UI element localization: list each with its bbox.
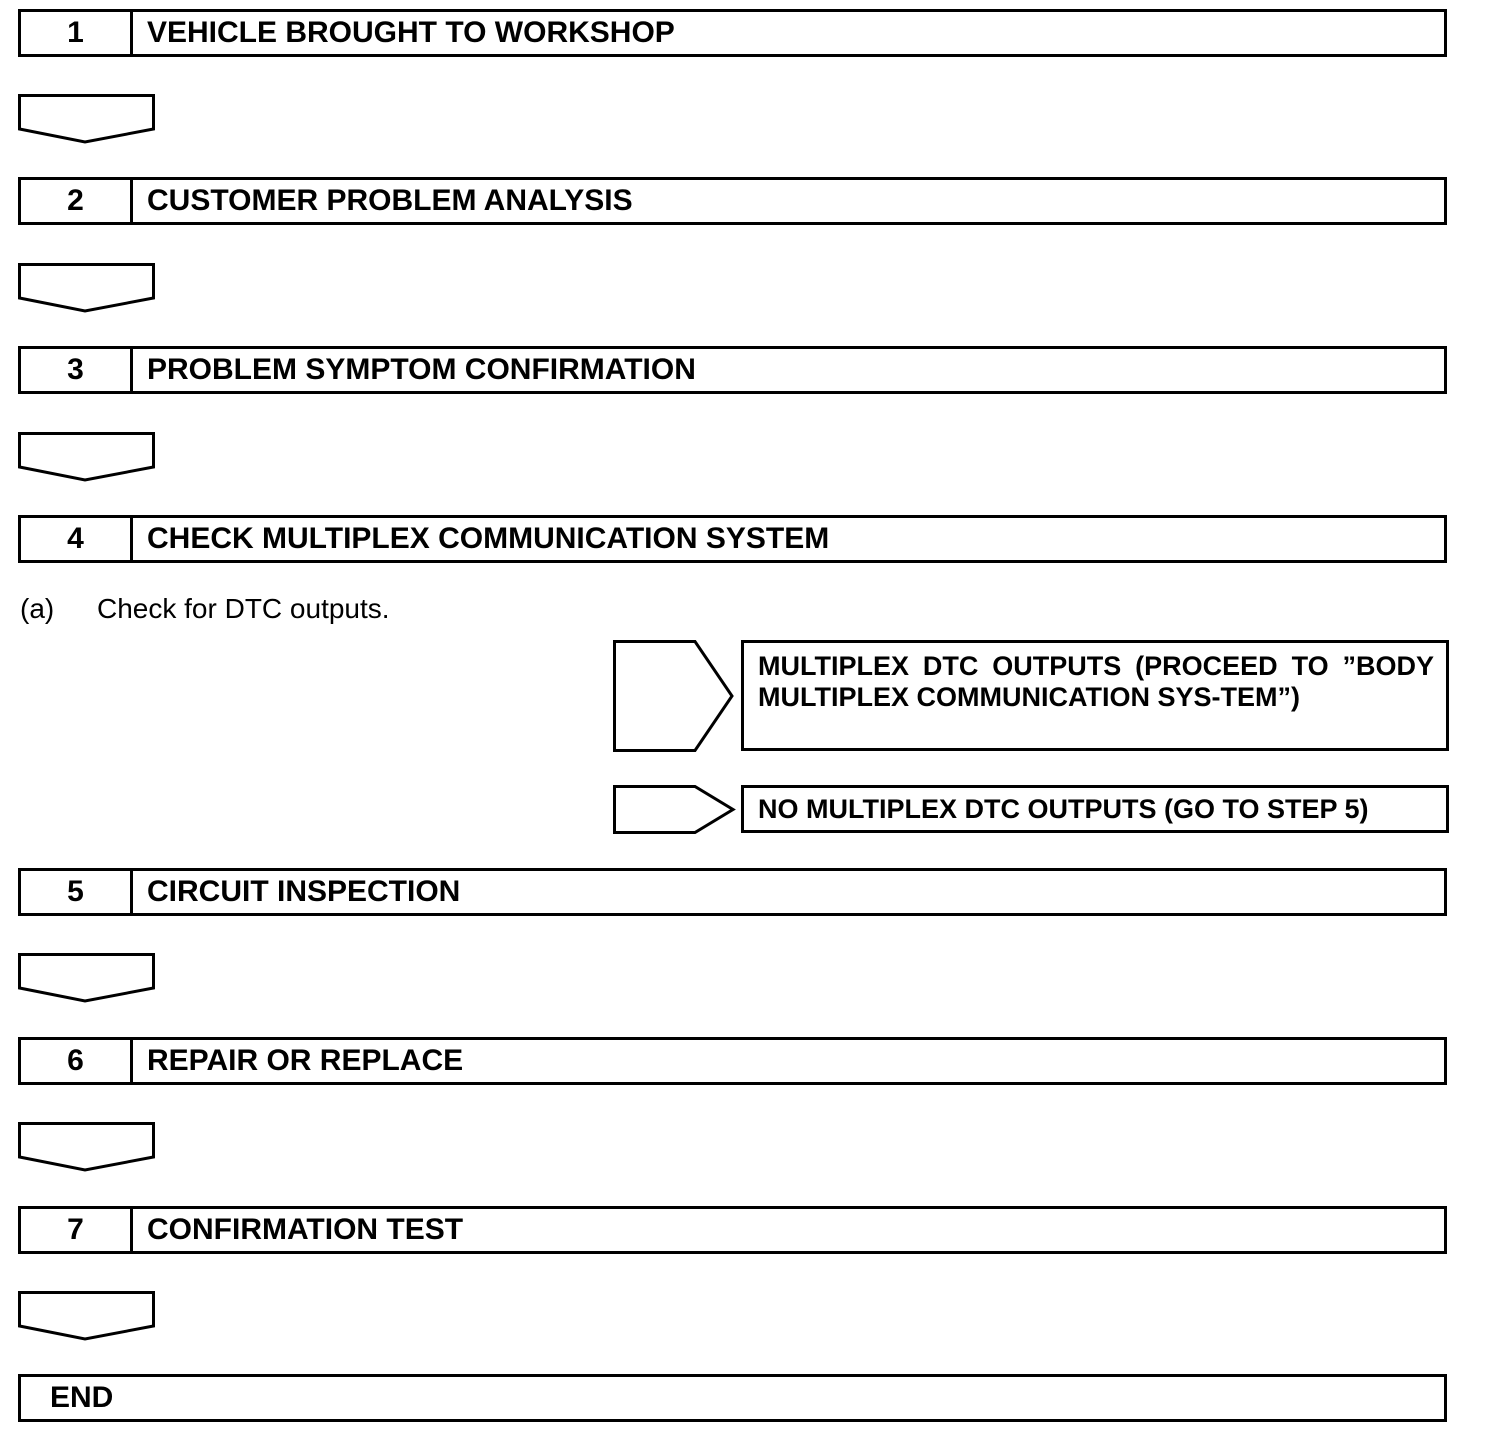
step-title: CONFIRMATION TEST <box>147 1213 464 1246</box>
result-dtc-outputs: MULTIPLEX DTC OUTPUTS (PROCEED TO ”BODY MULTIPLEX COMMUNICATION SYS-TEM”) <box>741 640 1449 751</box>
end-box: END <box>18 1374 1447 1422</box>
step-number: 3 <box>21 349 133 391</box>
step-title: CUSTOMER PROBLEM ANALYSIS <box>147 184 633 217</box>
down-arrow-icon <box>18 1291 156 1341</box>
step-number: 6 <box>21 1040 133 1082</box>
down-arrow-icon <box>18 1122 156 1172</box>
step-number: 2 <box>21 180 133 222</box>
step-title: CHECK MULTIPLEX COMMUNICATION SYSTEM <box>147 522 830 555</box>
down-arrow-icon <box>18 432 156 482</box>
step-title: PROBLEM SYMPTOM CONFIRMATION <box>147 353 696 386</box>
step-number: 1 <box>21 12 133 54</box>
step-title: VEHICLE BROUGHT TO WORKSHOP <box>147 16 675 49</box>
step-7-box <box>18 1206 1447 1254</box>
branch-arrow-icon <box>613 785 737 835</box>
substep-label: (a) <box>20 593 55 624</box>
down-arrow-icon <box>18 94 156 144</box>
down-arrow-icon <box>18 953 156 1003</box>
step-title: REPAIR OR REPLACE <box>147 1044 464 1077</box>
branch-arrow-icon <box>613 640 737 752</box>
substep-text: Check for DTC outputs. <box>97 593 390 624</box>
down-arrow-icon <box>18 263 156 313</box>
step-4-box <box>18 515 1447 563</box>
step-number: 7 <box>21 1209 133 1251</box>
substep-a <box>20 593 390 625</box>
step-title: CIRCUIT INSPECTION <box>147 875 461 908</box>
step-1-box <box>18 9 1447 57</box>
step-number: 5 <box>21 871 133 913</box>
step-5-box <box>18 868 1447 916</box>
result-no-dtc-outputs: NO MULTIPLEX DTC OUTPUTS (GO TO STEP 5) <box>741 785 1449 833</box>
step-2-box <box>18 177 1447 225</box>
step-3-box <box>18 346 1447 394</box>
step-number: 4 <box>21 518 133 560</box>
step-6-box <box>18 1037 1447 1085</box>
